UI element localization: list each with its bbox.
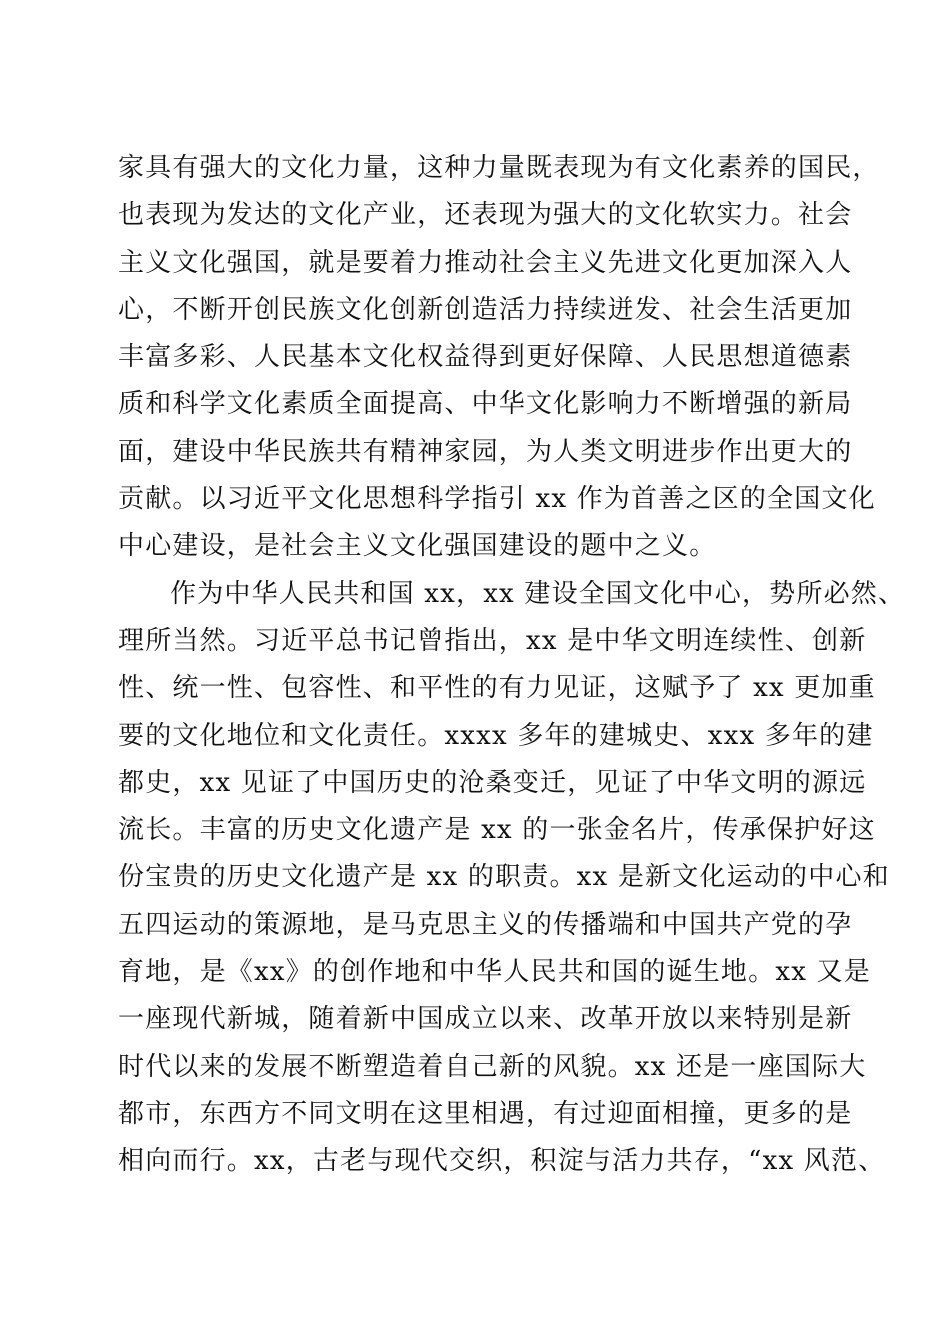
text-line: 心，不断开创民族文化创新创造活力持续迸发、社会生活更加 [118,294,853,325]
paragraph-1 [118,145,880,571]
paragraph-2 [118,571,906,1186]
text-line: 质和科学文化素质全面提高、中华文化影响力不断增强的新局 [118,389,853,420]
text-line: 份宝贵的历史文化遗产是 xx 的职责。xx 是新文化运动的中心和 [118,862,890,893]
text-line: 理所当然。习近平总书记曾指出，xx 是中华文明连续性、创新 [118,625,867,656]
text-line: 面，建设中华民族共有精神家园，为人类文明进步作出更大的 [118,436,853,467]
text-line: 都市，东西方不同文明在这里相遇，有过迎面相撞，更多的是 [118,1098,853,1129]
text-line: 时代以来的发展不断塑造着自己新的风貌。xx 还是一座国际大 [118,1051,867,1082]
body-text [118,145,906,1186]
text-line: 流长。丰富的历史文化遗产是 xx 的一张金名片，传承保护好这 [118,815,876,846]
text-line: 都史，xx 见证了中国历史的沧桑变迁，见证了中华文明的源远 [118,767,867,798]
text-line: 相向而行。xx，古老与现代交织，积淀与活力共存，“xx 风范、 [118,1146,886,1177]
text-line: 育地，是《xx》的创作地和中华人民共和国的诞生地。xx 又是 [118,957,871,988]
text-line: 中心建设，是社会主义文化强国建设的题中之义。 [118,531,717,562]
text-line: 性、统一性、包容性、和平性的有力见证，这赋予了 xx 更加重 [118,673,876,704]
text-line: 主义文化强国，就是要着力推动社会主义先进文化更加深入人 [118,247,853,278]
text-line-indented: 作为中华人民共和国 xx，xx 建设全国文化中心，势所必然、 [170,578,906,609]
text-line: 要的文化地位和文化责任。xxxx 多年的建城史、xxx 多年的建 [118,720,874,751]
text-line: 贡献。以习近平文化思想科学指引 xx 作为首善之区的全国文化 [118,484,876,515]
text-line: 丰富多彩、人民基本文化权益得到更好保障、人民思想道德素 [118,342,853,373]
text-line: 一座现代新城，随着新中国成立以来、改革开放以来特别是新 [118,1004,853,1035]
text-line: 家具有强大的文化力量，这种力量既表现为有文化素养的国民， [118,153,880,183]
text-line: 也表现为发达的文化产业，还表现为强大的文化软实力。社会 [118,200,853,231]
text-line: 五四运动的策源地，是马克思主义的传播端和中国共产党的孕 [118,909,853,940]
